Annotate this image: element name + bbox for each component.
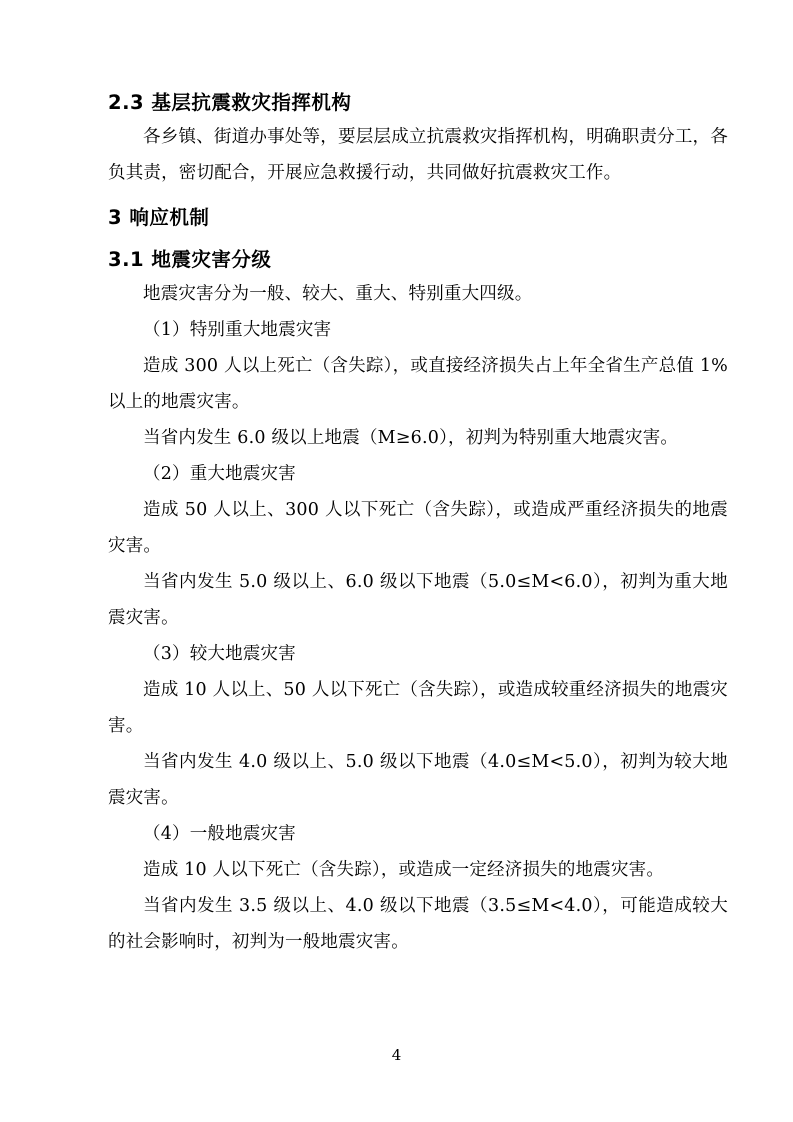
paragraph-level-3-title: （3）较大地震灾害 <box>143 643 296 664</box>
page-number: 4 <box>391 1046 402 1064</box>
paragraph-level-3-magnitude: 当省内发生 4.0 级以上、5.0 级以下地震（4.0≤M<5.0），初判为较大地震灾害。 <box>108 751 728 808</box>
section-heading-2-3: 2.3 基层抗震救灾指挥机构 <box>108 91 352 114</box>
paragraph-level-4-criteria: 造成 10 人以下死亡（含失踪），或造成一定经济损失的地震灾害。 <box>143 859 665 880</box>
paragraph-level-2-title: （2）重大地震灾害 <box>143 463 296 484</box>
paragraph-level-1-criteria: 造成 300 人以上死亡（含失踪），或直接经济损失占上年全省生产总值 1%以上的地震灾害。 <box>108 355 728 412</box>
paragraph-2-3-body: 各乡镇、街道办事处等，要层层成立抗震救灾指挥机构，明确职责分工，各负其责，密切配合，开展应急救援行动，共同做好抗震救灾工作。 <box>108 127 728 184</box>
paragraph-level-4-magnitude: 当省内发生 3.5 级以上、4.0 级以下地震（3.5≤M<4.0），可能造成较大的社会影响时，初判为一般地震灾害。 <box>108 895 728 952</box>
paragraph-level-2-criteria: 造成 50 人以上、300 人以下死亡（含失踪），或造成严重经济损失的地震灾害。 <box>108 499 728 556</box>
section-heading-3: 3 响应机制 <box>108 206 210 230</box>
paragraph-level-4-title: （4）一般地震灾害 <box>143 823 296 844</box>
section-heading-3-1: 3.1 地震灾害分级 <box>108 247 272 271</box>
paragraph-level-2-magnitude: 当省内发生 5.0 级以上、6.0 级以下地震（5.0≤M<6.0），初判为重大地震灾害。 <box>108 571 728 628</box>
paragraph-level-3-criteria: 造成 10 人以上、50 人以下死亡（含失踪），或造成较重经济损失的地震灾害。 <box>108 679 728 736</box>
paragraph-disaster-levels-intro: 地震灾害分为一般、较大、重大、特别重大四级。 <box>143 283 533 304</box>
document-body <box>108 88 728 960</box>
paragraph-level-1-title: （1）特别重大地震灾害 <box>143 319 332 340</box>
paragraph-level-1-magnitude: 当省内发生 6.0 级以上地震（M≥6.0），初判为特别重大地震灾害。 <box>143 427 679 448</box>
